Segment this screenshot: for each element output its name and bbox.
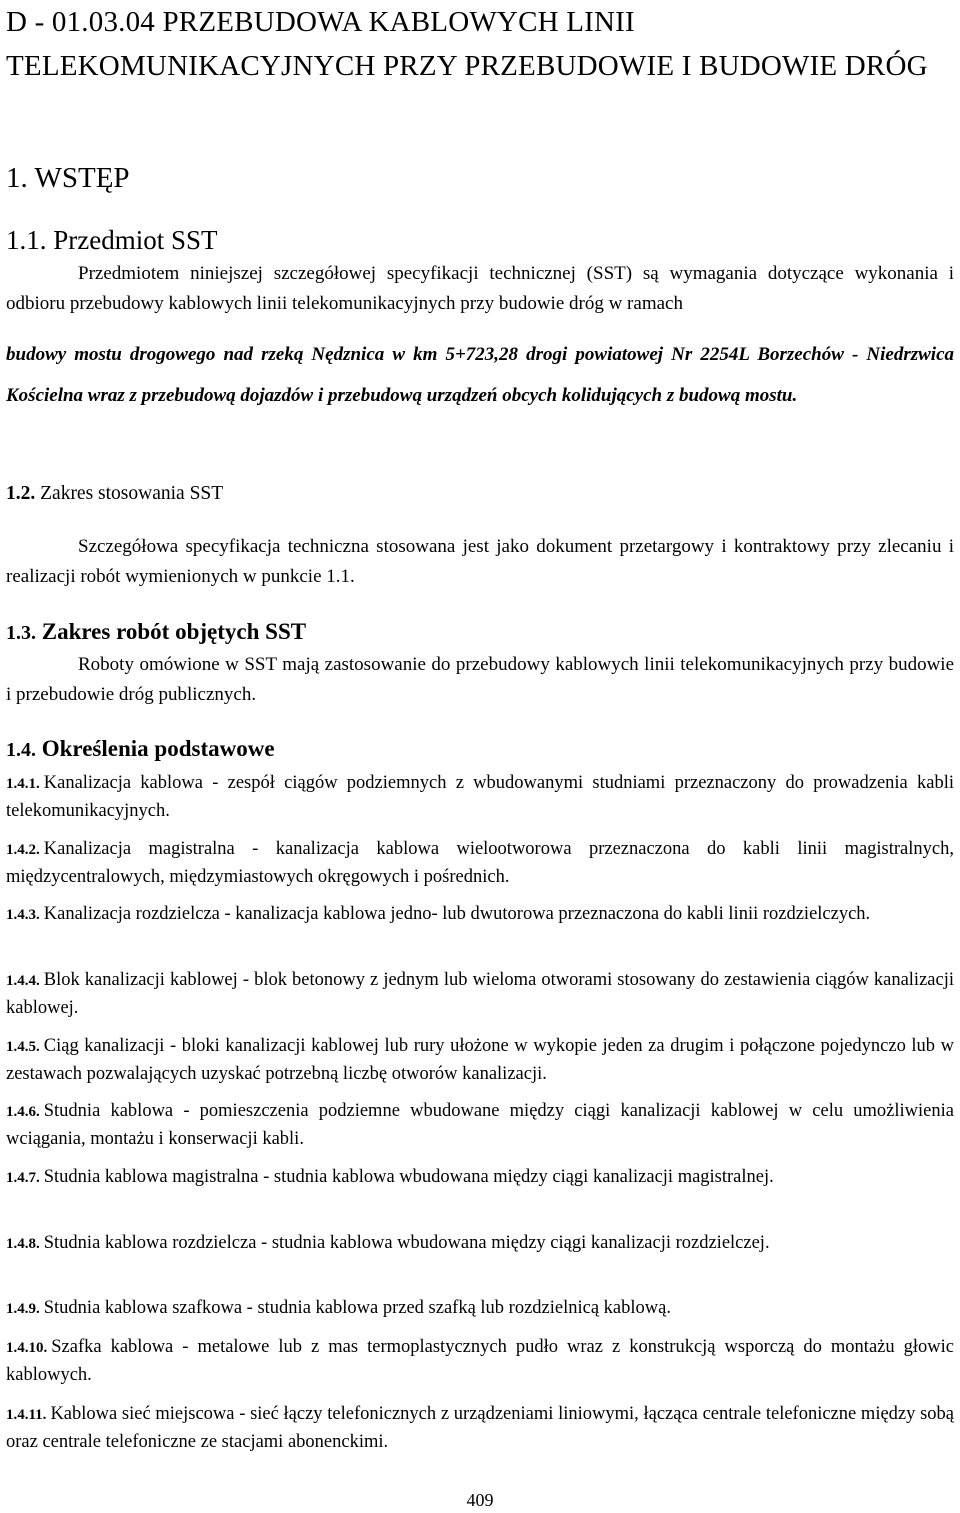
definition-text: Kanalizacja rozdzielcza - kanalizacja kablowa jedno- lub dwutorowa przeznaczona do kabli linii rozdzielczych. — [43, 904, 871, 924]
subsection-title: Zakres robót objętych SST — [41, 619, 307, 644]
definition-item — [6, 1401, 954, 1455]
definition-item — [6, 1295, 954, 1323]
definition-text: Studnia kablowa - pomieszczenia podziemne wbudowane między ciągi kanalizacji kablowej w celu umożliwienia wciągania, montażu i konserwacji kabli. — [6, 1101, 954, 1149]
definition-number: 1.4.10. — [6, 1340, 48, 1356]
definition-text: Studnia kablowa rozdzielcza - studnia kablowa wbudowana między ciągi kanalizacji rozdzielczej. — [43, 1233, 770, 1253]
definition-item — [6, 1334, 954, 1388]
definition-item — [6, 1098, 954, 1152]
subsection-number: 1.4. — [6, 739, 36, 761]
definition-item — [6, 770, 954, 824]
subsection-heading-przedmiot: 1.1. Przedmiot SST — [6, 225, 218, 255]
definition-item — [6, 967, 954, 1021]
definition-number: 1.4.3. — [6, 907, 40, 923]
definition-item — [6, 1164, 954, 1192]
definition-item — [6, 1033, 954, 1087]
paragraph-zakres-robot: Roboty omówione w SST mają zastosowanie do przebudowy kablowych linii telekomunikacyjnych przy budowie i przebudowie dróg publicznych. — [6, 654, 954, 705]
definition-text: Kablowa sieć miejscowa - sieć łączy telefonicznych z urządzeniami liniowymi, łącząca centrale telefoniczne między sobą oraz centrale telefoniczne ze stacjami abonenckimi. — [6, 1404, 954, 1452]
subsection-title: Zakres stosowania SST — [40, 483, 224, 504]
subsection-number: 1.3. — [6, 622, 36, 644]
subsection-heading-zakres-robot — [6, 617, 306, 648]
definition-item — [6, 1230, 954, 1258]
definition-text: Studnia kablowa szafkowa - studnia kablowa przed szafką lub rozdzielnicą kablową. — [43, 1298, 671, 1318]
definition-number: 1.4.11. — [6, 1407, 47, 1423]
definition-text: Kanalizacja magistralna - kanalizacja kablowa wielootworowa przeznaczona do kabli linii magistralnych, międzycentralowych, międzymiastowych okręgowych i pośrednich. — [6, 839, 954, 887]
definition-item — [6, 836, 954, 890]
subsection-heading-okreslenia — [6, 734, 275, 765]
page-number: 409 — [466, 1490, 494, 1510]
definition-text: Ciąg kanalizacji - bloki kanalizacji kablowej lub rury ułożone w wykopie jeden za drugim i połączone pojedynczo lub w zestawach pozwalających uzyskać potrzebną liczbę otworów kanalizacji. — [6, 1036, 954, 1084]
document-title: D - 01.03.04 PRZEBUDOWA KABLOWYCH LINII TELEKOMUNIKACYJNYCH PRZY PRZEBUDOWIE I BUDOWIE DRÓG — [6, 6, 928, 82]
subsection-number: 1.2. — [6, 483, 36, 504]
paragraph-zakres-stosowania: Szczegółowa specyfikacja techniczna stosowana jest jako dokument przetargowy i kontraktowy przy zlecaniu i realizacji robót wymienionych w punkcie 1.1. — [6, 536, 954, 587]
subsection-heading-zakres-stosowania — [6, 480, 223, 508]
definition-number: 1.4.2. — [6, 842, 40, 858]
definition-text: Kanalizacja kablowa - zespół ciągów podziemnych z wbudowanymi studniami przeznaczony do prowadzenia kabli telekomunikacyjnych. — [6, 773, 954, 821]
definition-number: 1.4.9. — [6, 1301, 40, 1317]
subsection-title: Określenia podstawowe — [41, 736, 275, 761]
definition-number: 1.4.4. — [6, 973, 40, 989]
definition-text: Studnia kablowa magistralna - studnia kablowa wbudowana między ciągi kanalizacji magistralnej. — [43, 1167, 774, 1187]
paragraph-przedmiot-scope: budowy mostu drogowego nad rzeką Nędznica w km 5+723,28 drogi powiatowej Nr 2254L Borzechów - Niedrzwica Kościelna wraz z przebudową dojazdów i przebudową urządzeń obcych kolidujących z budową mostu. — [6, 344, 954, 406]
definition-number: 1.4.5. — [6, 1039, 40, 1055]
definition-number: 1.4.7. — [6, 1170, 40, 1186]
definition-text: Blok kanalizacji kablowej - blok betonowy z jednym lub wieloma otworami stosowany do zestawienia ciągów kanalizacji kablowej. — [6, 970, 954, 1018]
definition-item — [6, 901, 954, 929]
definition-number: 1.4.1. — [6, 776, 40, 792]
section-heading-wstep: 1. WSTĘP — [6, 162, 130, 194]
definition-number: 1.4.8. — [6, 1236, 40, 1252]
definition-number: 1.4.6. — [6, 1104, 40, 1120]
paragraph-przedmiot-intro: Przedmiotem niniejszej szczegółowej specyfikacji technicznej (SST) są wymagania dotyczące wykonania i odbioru przebudowy kablowych linii telekomunikacyjnych przy budowie dróg w ramach — [6, 263, 954, 314]
definition-text: Szafka kablowa - metalowe lub z mas termoplastycznych pudło wraz z konstrukcją wsporczą do montażu głowic kablowych. — [6, 1337, 954, 1385]
